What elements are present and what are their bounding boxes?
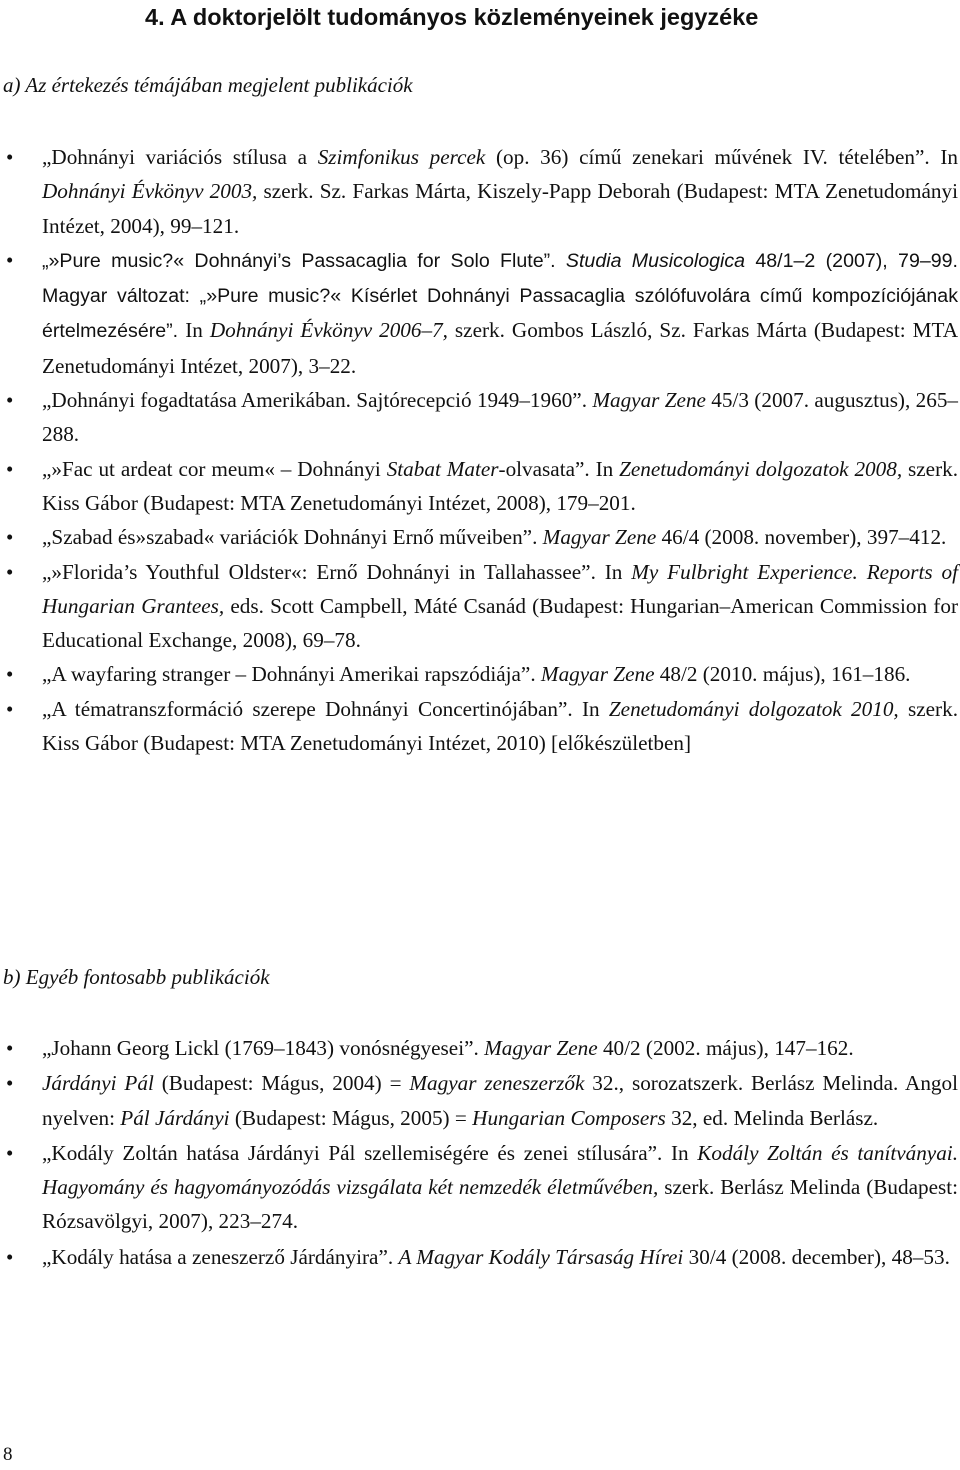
text-run: 48/2 (2010. május), 161–186.: [654, 662, 911, 687]
text-run: 32., sorozatszerk. Berlász Melinda. Angol nyelven:: [42, 1071, 959, 1130]
italic-text: Magyar Zene: [542, 525, 657, 550]
italic-text: Magyar zeneszerzők: [409, 1071, 585, 1096]
text-run: szerk. Gombos László, Sz. Farkas Márta (Budapest: MTA Zenetudományi Intézet, 2007), 3–22.: [42, 318, 959, 378]
italic-text: A Magyar Kodály Társaság Hírei: [398, 1244, 684, 1269]
publication-item: [0, 140, 958, 243]
text-run: „»Florida’s Youthful Oldster«: Ernő Dohnányi in Tallahassee”. In: [42, 559, 632, 584]
bullet-icon: •: [6, 662, 14, 687]
bullet-icon: •: [6, 696, 14, 721]
bullet-icon: •: [6, 1071, 14, 1096]
italic-text: Magyar Zene: [592, 388, 706, 413]
section-b-heading: b) Egyéb fontosabb publikációk: [3, 965, 270, 989]
italic-text: Magyar Zene: [484, 1036, 598, 1060]
page-number: 8: [3, 1444, 13, 1465]
text-run: „Szabad és»szabad« variációk Dohnányi Ernő műveiben”.: [42, 525, 543, 550]
text-run: „Dohnányi fogadtatása Amerikában. Sajtórecepció 1949–1960”.: [42, 388, 593, 413]
italic-text: My Fulbright Experience. Reports of Hungarian Grantees,: [42, 559, 958, 618]
publication-item: [0, 452, 958, 521]
italic-text: Szimfonikus percek: [317, 145, 486, 169]
bullet-icon: •: [6, 1036, 14, 1060]
italic-text: Járdányi Pál: [42, 1071, 154, 1096]
italic-text: Zenetudományi dolgozatok 2008,: [619, 456, 903, 481]
italic-text: Zenetudományi dolgozatok 2010,: [608, 696, 899, 721]
text-run: szerk. Sz. Farkas Márta, Kiszely-Papp Deborah (Budapest: MTA Zenetudományi Intézet, 2004), 99–121.: [42, 179, 958, 238]
text-run: „A wayfaring stranger – Dohnányi Amerikai rapszódiája”.: [42, 662, 541, 687]
text-run: -olvasata”. In: [498, 456, 620, 481]
publication-item: [0, 1031, 958, 1065]
italic-text: Magyar Zene: [540, 662, 655, 687]
bullet-icon: •: [6, 145, 14, 169]
publication-list-b: [0, 1031, 960, 1275]
text-run: „Dohnányi variációs stílusa a: [42, 145, 318, 169]
text-run: eds. Scott Campbell, Máté Csanád (Budapest: Hungarian–American Commission for Educational Exchange, 2008), 69–78.: [42, 593, 958, 653]
publication-list-a: [0, 140, 960, 760]
text-run: „Kodály hatása a zeneszerző Járdányira”.: [42, 1244, 399, 1269]
bullet-icon: •: [6, 559, 14, 584]
publication-item: [0, 1240, 958, 1274]
text-run: szerk. Kiss Gábor (Budapest: MTA Zenetudományi Intézet, 2010) [előkészületben]: [42, 696, 958, 756]
italic-text: Hungarian Composers: [472, 1105, 666, 1130]
bullet-icon: •: [6, 1244, 14, 1269]
bullet-icon: •: [6, 1140, 14, 1165]
italic-text: Dohnányi Évkönyv 2006–7,: [209, 318, 448, 343]
text-run: „»Fac ut ardeat cor meum« – Dohnányi: [42, 456, 387, 481]
bullet-icon: •: [6, 388, 14, 413]
page-title: 4. A doktorjelölt tudományos közleményeinek jegyzéke: [145, 4, 759, 30]
text-run: 48/1–2 (2007), 79–99. Magyar változat: „»Pure music?« Kísérlet Dohnányi Passacaglia szólófuvolára című kompozíciójának értelmezésére”.: [42, 249, 958, 343]
section-a-heading: a) Az értekezés témájában megjelent publikációk: [3, 73, 413, 97]
text-run: „Johann Georg Lickl (1769–1843) vonósnégyesei”.: [42, 1036, 485, 1060]
bullet-icon: •: [6, 456, 14, 481]
publication-item: [0, 1136, 958, 1239]
text-run: „»Pure music?« Dohnányi’s Passacaglia for Solo Flute”.: [42, 249, 566, 272]
text-run: szerk. Berlász Melinda (Budapest: Rózsavölgyi, 2007), 223–274.: [42, 1175, 958, 1234]
text-run: 30/4 (2008. december), 48–53.: [683, 1244, 950, 1269]
text-run: „Kodály Zoltán hatása Járdányi Pál szellemiségére és zenei stílusára”. In: [42, 1140, 698, 1165]
text-run: (op. 36) című zenekari művének IV. tételében”. In: [485, 145, 958, 169]
publication-item: [0, 657, 958, 691]
publication-item: [0, 555, 958, 658]
italic-text: Studia Musicologica: [565, 249, 746, 272]
publication-item: [0, 1066, 958, 1135]
bullet-icon: •: [6, 525, 14, 550]
text-run: 40/2 (2002. május), 147–162.: [597, 1036, 854, 1060]
text-run: szerk. Kiss Gábor (Budapest: MTA Zenetudományi Intézet, 2008), 179–201.: [42, 456, 959, 515]
publication-item: [0, 692, 958, 761]
publication-item: [0, 383, 958, 452]
bullet-icon: •: [6, 247, 14, 272]
text-run: 32, ed. Melinda Berlász.: [665, 1105, 879, 1130]
publication-item: [0, 520, 958, 554]
italic-text: Kodály Zoltán és tanítványai. Hagyomány és hagyományozódás vizsgálata két nemzedék életművében,: [42, 1140, 958, 1200]
text-run: 46/4 (2008. november), 397–412.: [656, 525, 947, 550]
italic-text: Dohnányi Évkönyv 2003,: [42, 179, 258, 204]
text-run: 45/3 (2007. augusztus), 265–288.: [42, 388, 959, 447]
text-run: „A tématranszformáció szerepe Dohnányi Concertinójában”. In: [42, 696, 609, 721]
text-run: (Budapest: Mágus, 2005) =: [229, 1105, 473, 1130]
italic-text: Stabat Mater: [386, 456, 499, 481]
text-run: In: [185, 318, 210, 343]
text-run: (Budapest: Mágus, 2004) =: [153, 1071, 410, 1096]
italic-text: Pál Járdányi: [120, 1105, 230, 1130]
publication-item: [0, 243, 958, 383]
